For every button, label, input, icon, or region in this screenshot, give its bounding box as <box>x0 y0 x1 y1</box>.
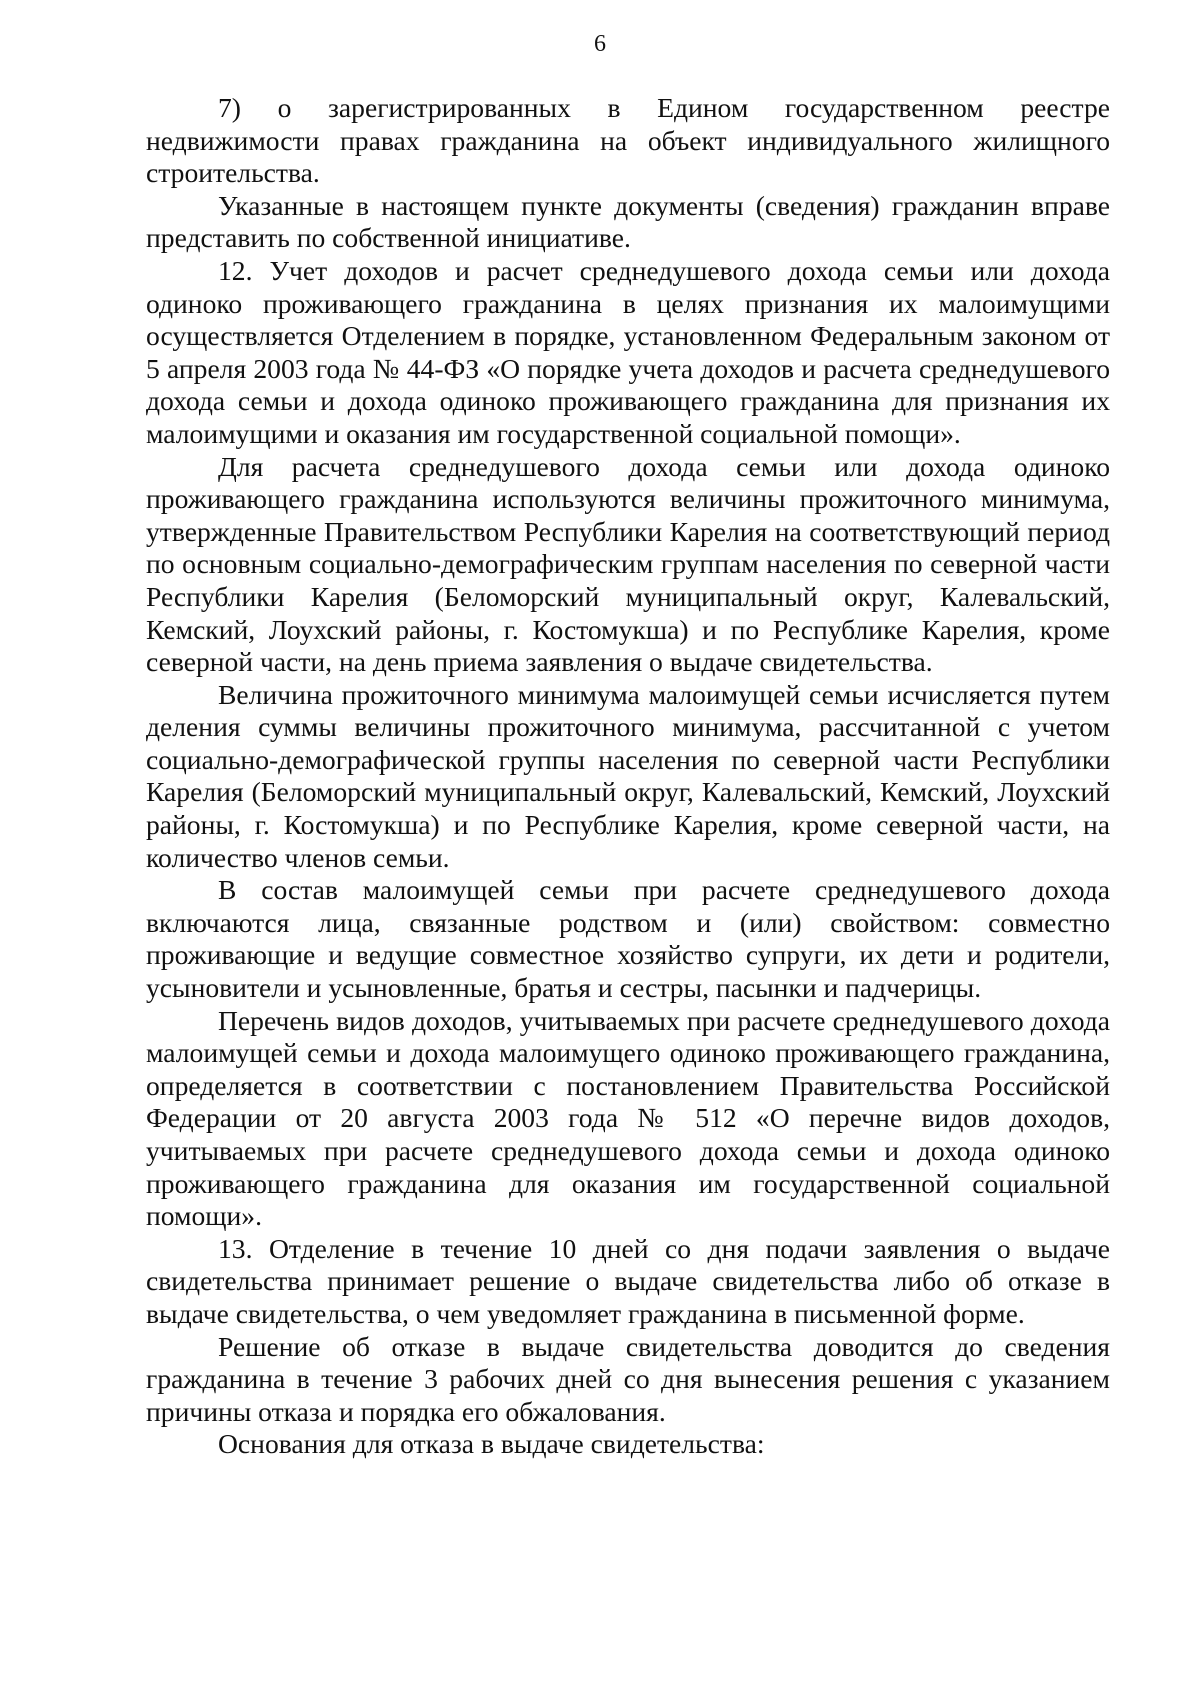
paragraph-refusal-notification: Решение об отказе в выдаче свидетельства доводится до сведения гражданина в течение 3 рабочих дней со дня вынесения решения с указанием причины отказа и порядка его обжалования. <box>146 1330 1110 1427</box>
paragraph-family-composition: В состав малоимущей семьи при расчете среднедушевого дохода включаются лица, связанные родством и (или) свойством: совместно проживающие и ведущие совместное хозяйство супруги, их дети и родители, усыновители и усыновленные, братья и сестры, пасынки и падчерицы. <box>146 874 1110 1004</box>
document-body <box>146 92 1110 1461</box>
paragraph-refusal-grounds-heading: Основания для отказа в выдаче свидетельства: <box>218 1428 765 1460</box>
paragraph-own-initiative-documents: Указанные в настоящем пункте документы (сведения) гражданин вправе представить по собственной инициативе. <box>146 189 1110 254</box>
paragraph-item-7-egrn-rights: 7) о зарегистрированных в Едином государственном реестре недвижимости правах гражданина на объект индивидуального жилищного строительства. <box>146 92 1110 189</box>
paragraph-subsistence-minimum-values: Для расчета среднедушевого дохода семьи или дохода одиноко проживающего гражданина используются величины прожиточного минимума, утвержденные Правительством Республики Карелия на соответствующий период по основным социально-демографическим группам населения по северной части Республики Карелия (Беломорский муниципальный округ, Калевальский, Кемский, Лоухский районы, г. Костомукша) и по Республике Карелия, кроме северной части, на день приема заявления о выдаче свидетельства. <box>146 450 1110 678</box>
paragraph-income-types-list: Перечень видов доходов, учитываемых при расчете среднедушевого дохода малоимущей семьи и дохода малоимущего одиноко проживающего гражданина, определяется в соответствии с постановлением Правительства Российской Федерации от 20 августа 2003 года № 512 «О перечне видов доходов, учитываемых при расчете среднедушевого дохода семьи и дохода одиноко проживающего гражданина для оказания им государственной социальной помощи». <box>146 1004 1110 1232</box>
page-number: 6 <box>594 31 606 57</box>
paragraph-section-13-decision: 13. Отделение в течение 10 дней со дня подачи заявления о выдаче свидетельства принимает решение о выдаче свидетельства либо об отказе в выдаче свидетельства, о чем уведомляет гражданина в письменной форме. <box>146 1232 1110 1329</box>
paragraph-family-subsistence-calculation: Величина прожиточного минимума малоимущей семьи исчисляется путем деления суммы величины прожиточного минимума, рассчитанной с учетом социально-демографической группы населения по северной части Республики Карелия (Беломорский муниципальный округ, Калевальский, Кемский, Лоухский районы, г. Костомукша) и по Республике Карелия, кроме северной части, на количество членов семьи. <box>146 678 1110 873</box>
paragraph-section-12-income-accounting: 12. Учет доходов и расчет среднедушевого дохода семьи или дохода одиноко проживающего гражданина в целях признания их малоимущими осуществляется Отделением в порядке, установленном Федеральным законом от 5 апреля 2003 года № 44-ФЗ «О порядке учета доходов и расчета среднедушевого дохода семьи и дохода одиноко проживающего гражданина для признания их малоимущими и оказания им государственной социальной помощи». <box>146 254 1110 449</box>
